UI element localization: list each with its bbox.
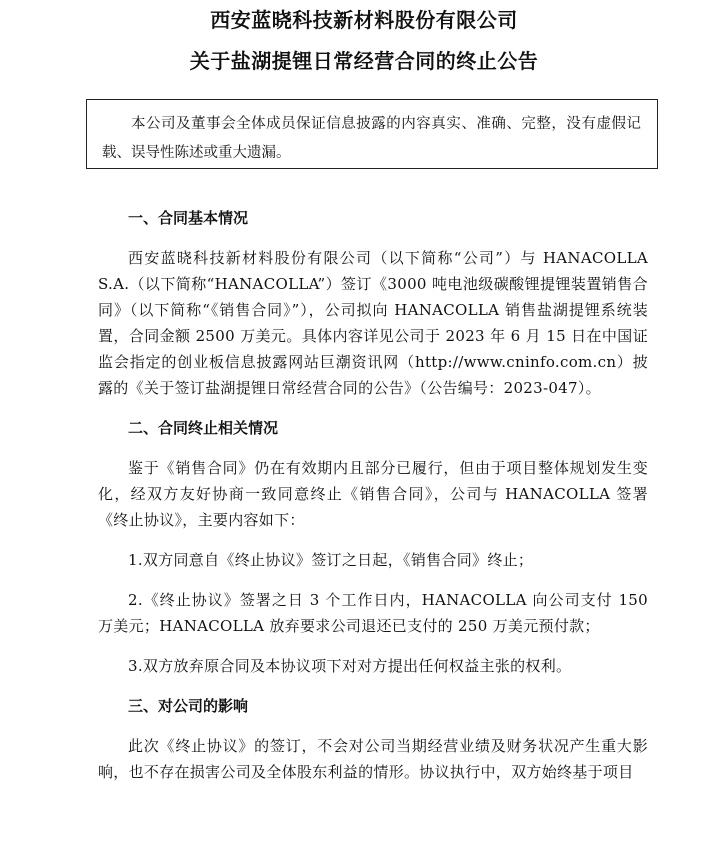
list-item: 2.《终止协议》签署之日 3 个工作日内，HANACOLLA 向公司支付 150 万美元；HANACOLLA 放弃要求公司退还已支付的 250 万美元预付款； [98, 591, 648, 635]
section-paragraph: 此次《终止协议》的签订，不会对公司当期经营业绩及财务状况产生重大影响，也不存在损害公司及全体股东利益的情形。协议执行中，双方始终基于项目 [98, 737, 648, 781]
section-paragraph: 鉴于《销售合同》仍在有效期内且部分已履行，但由于项目整体规划发生变化，经双方友好协商一致同意终止《销售合同》，公司与 HANACOLLA 签署《终止协议》，主要内容如下： [98, 459, 648, 529]
list-item: 3.双方放弃原合同及本协议项下对对方提出任何权益主张的权利。 [128, 657, 572, 675]
notice-title: 关于盐湖提锂日常经营合同的终止公告 [189, 49, 539, 73]
disclaimer-text: 本公司及董事会全体成员保证信息披露的内容真实、准确、完整，没有虚假记载、误导性陈述或重大遗漏。 [102, 116, 641, 161]
section-heading: 一、合同基本情况 [128, 209, 249, 227]
disclaimer-box [86, 99, 658, 169]
list-item: 1.双方同意自《终止协议》签订之日起，《销售合同》终止； [128, 551, 534, 569]
section-heading: 二、合同终止相关情况 [128, 419, 279, 437]
document-body [98, 205, 648, 785]
section-paragraph: 西安蓝晓科技新材料股份有限公司（以下简称“公司”）与 HANACOLLA S.A.（以下简称“HANACOLLA”）签订《3000 吨电池级碳酸锂提锂装置销售合同》（以下简称“《销售合同》”），公司拟向 HANACOLLA 销售盐湖提锂系统装置，合同金额 2500 万美元。具体内容详见公司于 2023 年 6 月 15 日在中国证监会指定的创业板信息披露网站巨潮资讯网（http://www.cninfo.com.cn）披露的《关于签订盐湖提锂日常经营合同的公告》（公告编号：2023-047）。 [98, 249, 648, 397]
company-title: 西安蓝晓科技新材料股份有限公司 [210, 8, 518, 32]
section-heading: 三、对公司的影响 [128, 697, 249, 715]
